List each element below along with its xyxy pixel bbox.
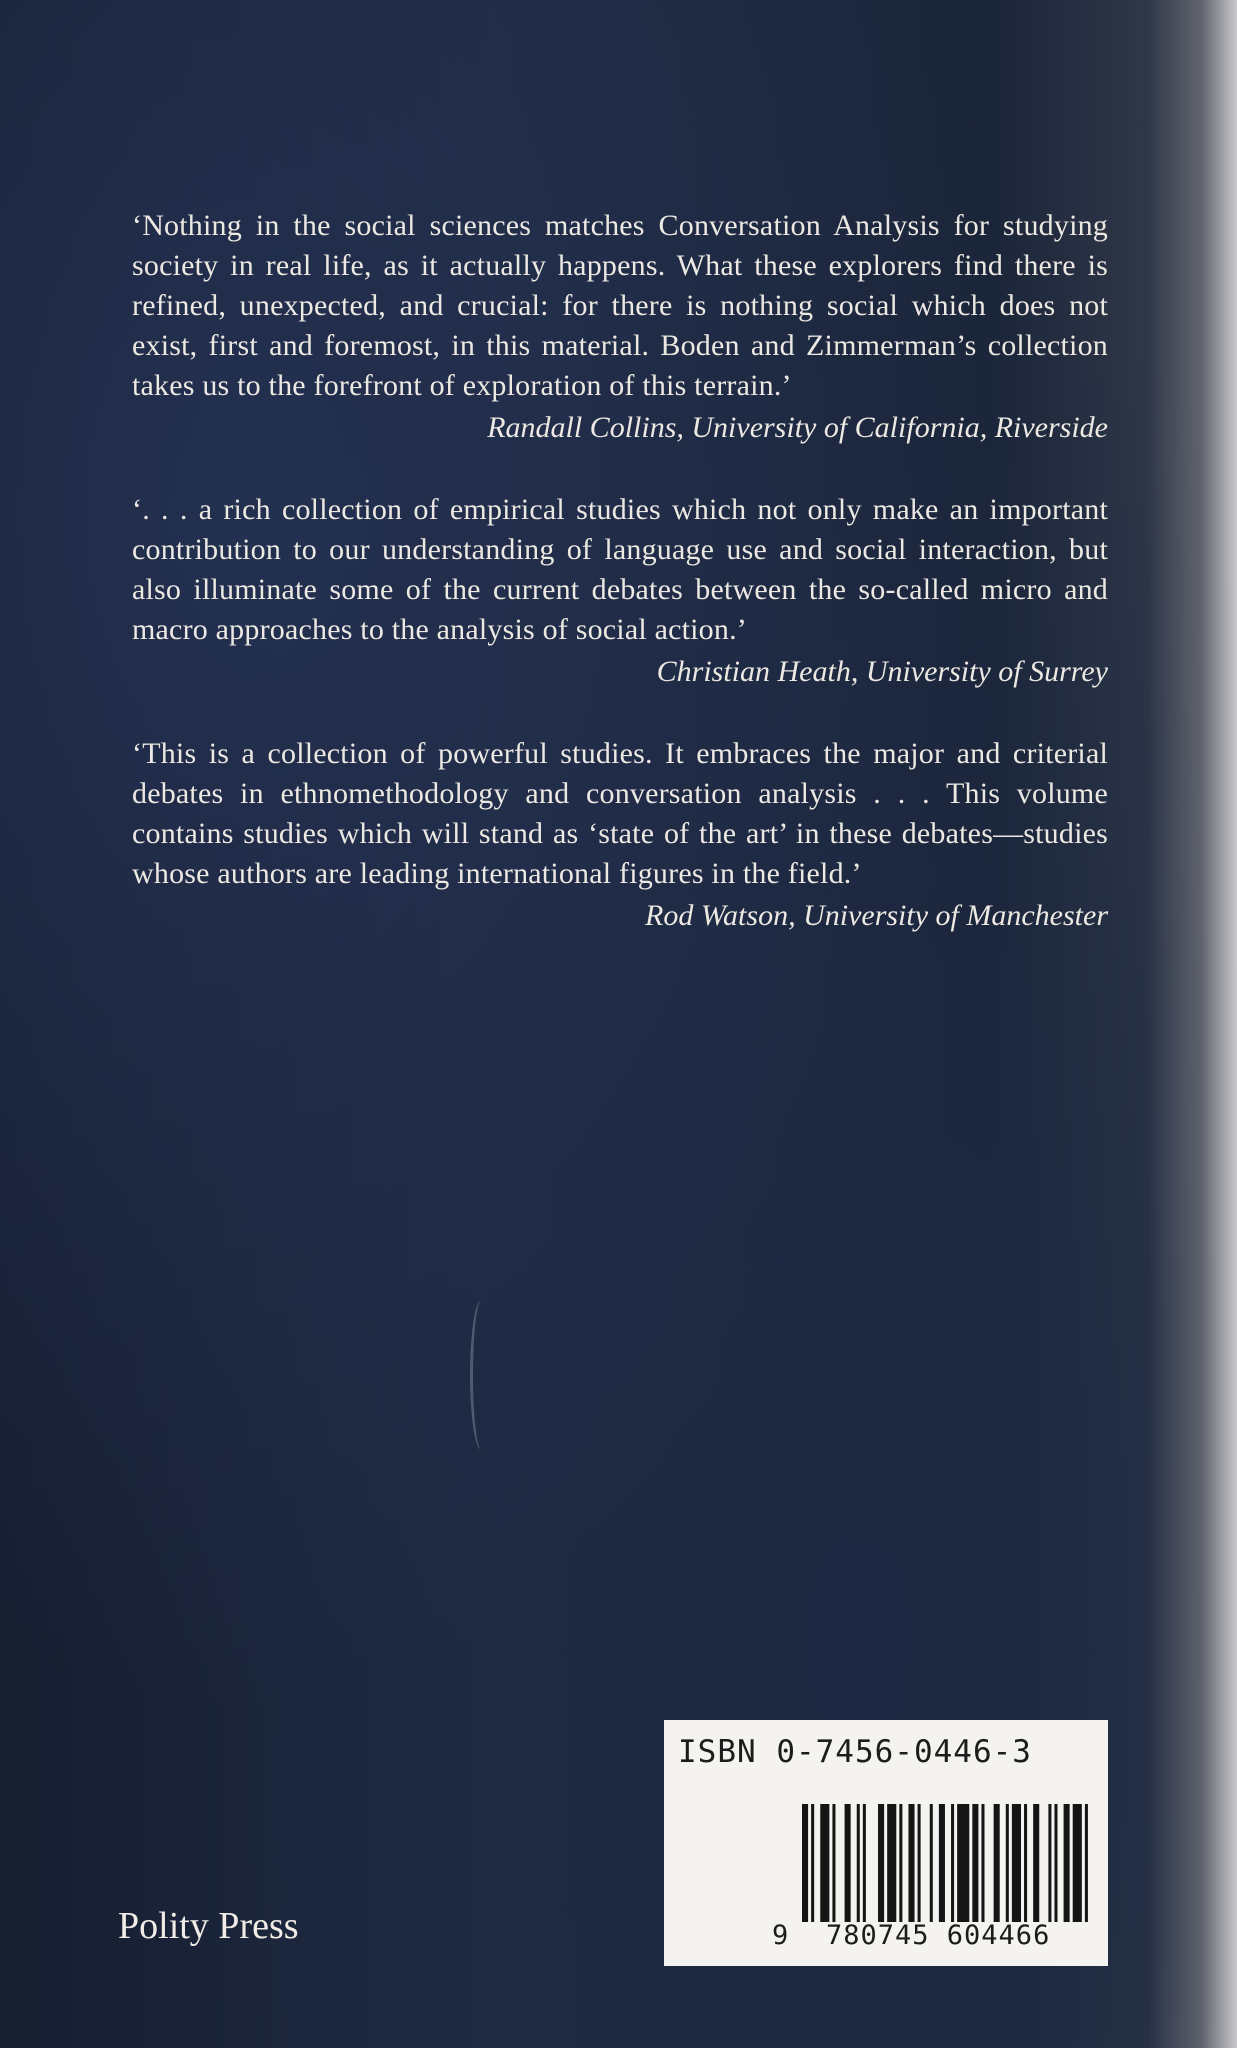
quote-text: ‘. . . a rich collection of empirical studies which not only make an important contribution to our understanding of language use and social interaction, but also illuminate some of the current debates between the so-called micro and macro approaches to the analysis of social action.’ — [132, 493, 1108, 646]
barcode-bar — [1064, 1804, 1070, 1922]
barcode-bar — [845, 1804, 851, 1922]
barcode-bar — [972, 1804, 978, 1922]
barcode-bar — [1048, 1804, 1051, 1922]
barcode-bar — [1006, 1804, 1009, 1922]
barcode-bar — [802, 1804, 808, 1922]
barcode-bar — [957, 1804, 969, 1922]
ean-digits: 780745 604466 — [826, 1920, 1051, 1951]
quote-attribution: Randall Collins, University of California, Riverside — [487, 411, 1108, 444]
isbn-number: ISBN 0-7456-0446-3 — [678, 1734, 1032, 1770]
barcode-bar — [857, 1804, 860, 1922]
barcode-bar — [899, 1804, 902, 1922]
publisher-name: Polity Press — [118, 1905, 299, 1947]
barcode-bar — [981, 1804, 984, 1922]
barcode-bar — [930, 1804, 933, 1922]
barcode-bar — [832, 1804, 835, 1922]
barcode-bar — [1033, 1804, 1039, 1922]
barcode-bar — [951, 1804, 954, 1922]
barcode-bar — [994, 1804, 1000, 1922]
barcode-bars — [802, 1804, 1094, 1922]
review-quote-3 — [132, 734, 1108, 936]
barcode-bar — [918, 1804, 921, 1922]
barcode-bar — [887, 1804, 896, 1922]
cover-scratch-mark — [470, 1300, 493, 1450]
barcode-bar — [820, 1804, 829, 1922]
review-quote-1 — [132, 206, 1108, 448]
barcode-bar — [1073, 1804, 1082, 1922]
quote-attribution: Christian Heath, University of Surrey — [656, 655, 1108, 688]
barcode-bar — [1054, 1804, 1057, 1922]
barcode-bar — [1024, 1804, 1027, 1922]
barcode-bar — [939, 1804, 945, 1922]
barcode-bar — [811, 1804, 814, 1922]
quote-text: ‘Nothing in the social sciences matches Conversation Analysis for studying society in real life, as it actually happens. What these explorers find there is refined, unexpected, and crucial: for there is nothing social which does not exist, first and foremost, in this material. Boden and Zimmerman’s collection takes us to the forefront of exploration of this terrain.’ — [132, 209, 1108, 402]
quote-text: ‘This is a collection of powerful studies. It embraces the major and criterial debates in ethnomethodology and conversation analysis . . . This volume contains studies which will stand as ‘state of the art’ in these debates—studies whose authors are leading international figures in the field.’ — [132, 737, 1108, 890]
barcode-bar — [878, 1804, 884, 1922]
barcode-bar — [1012, 1804, 1021, 1922]
barcode-bar — [863, 1804, 866, 1922]
cover-edge-shadow — [1147, 0, 1237, 2048]
barcode-label — [664, 1720, 1108, 1966]
review-quote-2 — [132, 490, 1108, 692]
barcode-bar — [1085, 1804, 1088, 1922]
quote-attribution: Rod Watson, University of Manchester — [645, 899, 1108, 932]
barcode-bar — [908, 1804, 914, 1922]
ean-first-digit: 9 — [772, 1920, 789, 1951]
review-quotes — [132, 206, 1108, 978]
